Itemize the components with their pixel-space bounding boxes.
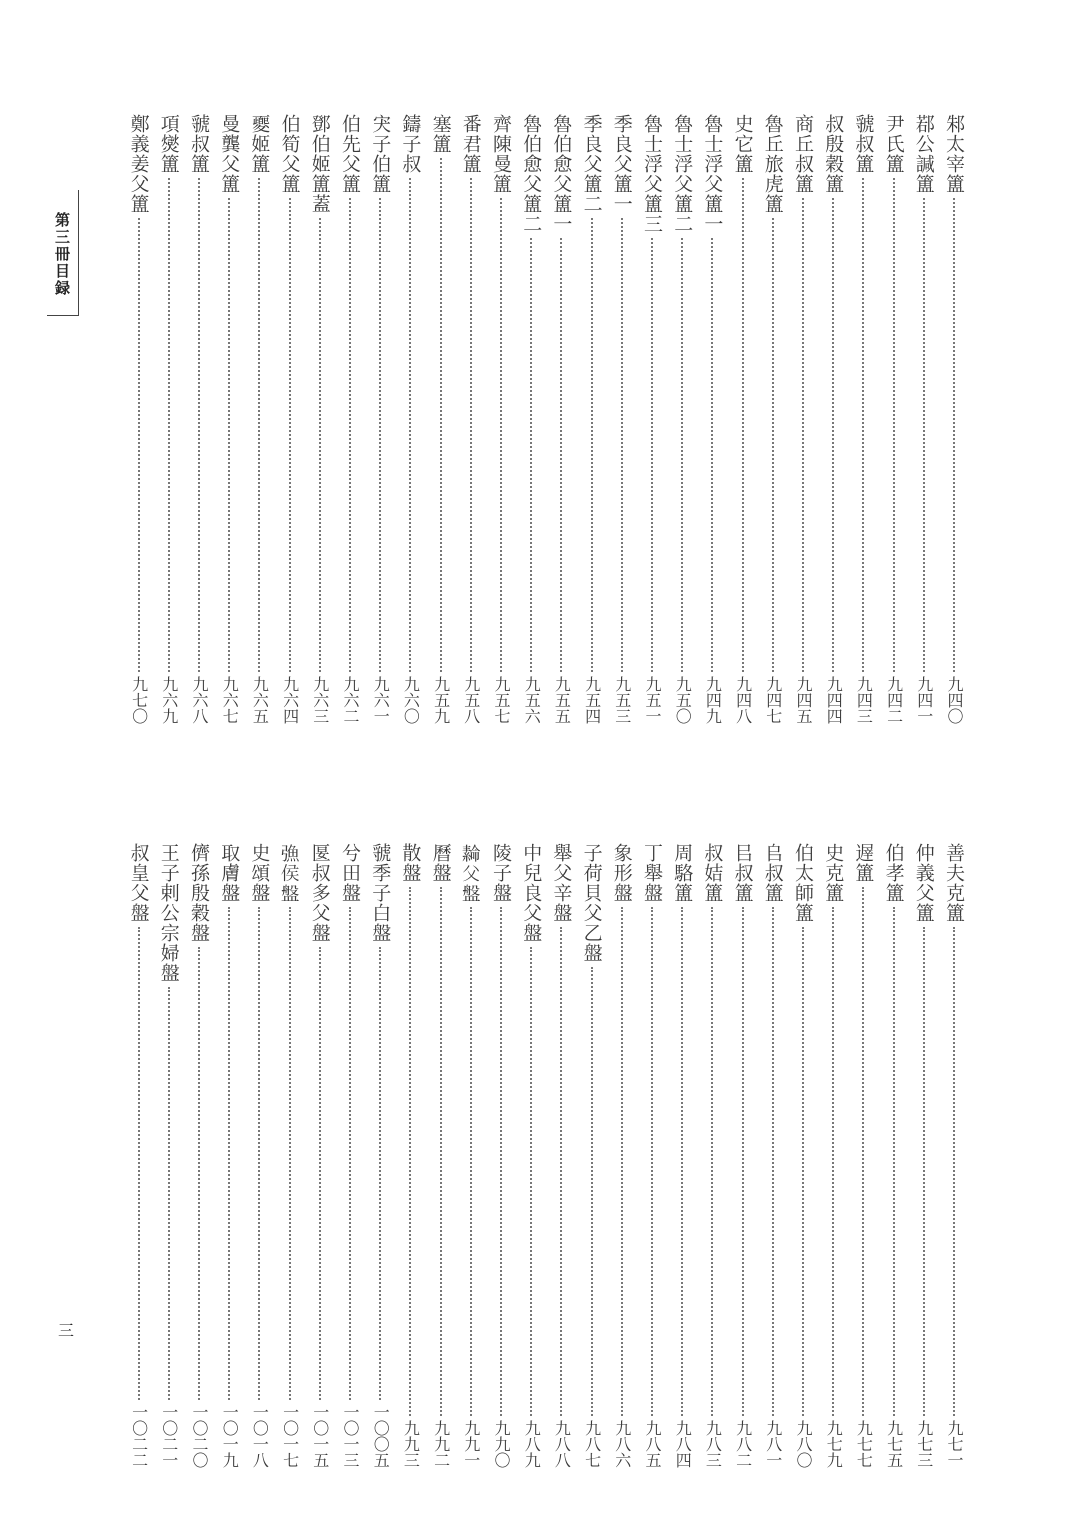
dot-leader [953,198,955,672]
entry-title: 夒姬簠 [248,114,271,174]
dot-leader [168,987,170,1400]
dot-leader [591,218,593,672]
entry-page: 九五一 [643,676,662,724]
dot-leader [621,218,623,672]
entry-page: 九六二 [341,676,360,724]
toc-entry [278,114,302,724]
toc-entry [640,114,664,724]
dot-leader [772,218,774,672]
toc-entry [731,114,755,724]
toc-entry [640,843,664,1468]
entry-page: 一〇一七 [280,1404,300,1468]
toc-block-bottom [126,843,966,1468]
dot-leader [440,158,442,672]
entry-title: 周駱簠 [671,843,694,903]
toc-entry [942,843,966,1468]
dot-leader [560,927,562,1416]
entry-page: 九五〇 [673,676,693,724]
entry-title: 虢季子白盤 [369,843,392,943]
toc-entry [368,843,392,1468]
entry-title: 魯伯愈父簠二 [520,114,543,234]
entry-page: 九八一 [763,1420,783,1468]
entry-page: 九四三 [854,676,874,724]
dot-leader [319,218,321,672]
entry-page: 九七一 [945,1420,964,1468]
dot-leader [198,178,200,672]
dot-leader [742,907,744,1416]
toc-entry [700,114,724,724]
entry-page: 一〇二二 [129,1404,149,1468]
entry-title: 虢叔簠 [852,114,875,174]
entry-title: 魯士浮父簠一 [701,114,724,234]
entry-page: 九四一 [914,676,934,724]
entry-title: 塞簠 [429,114,452,154]
dot-leader [228,198,230,672]
entry-page: 一〇一九 [220,1404,240,1468]
toc-entry [610,114,634,724]
entry-title: 象形盤 [610,843,633,903]
toc-entry [882,843,906,1468]
entry-page: 九四五 [794,676,813,724]
entry-page: 九八八 [552,1420,572,1468]
toc-entry [278,843,302,1468]
dot-leader [289,198,291,672]
toc-entry [429,114,453,724]
toc-entry [459,114,483,724]
entry-title: 鄧伯姬簠蓋 [308,114,331,214]
dot-leader [289,907,291,1400]
entry-page: 九五六 [522,676,542,724]
toc-entry [338,843,362,1468]
entry-title: 史克簠 [822,843,845,903]
entry-page: 九八四 [673,1420,693,1468]
entry-title: 虢叔簠 [188,114,210,174]
entry-page: 九六〇 [401,676,421,724]
toc-entry [429,843,453,1468]
dot-leader [621,907,623,1416]
entry-title: 子荷貝父乙盤 [580,843,603,963]
entry-page: 九七〇 [129,676,149,724]
entry-page: 九九二 [431,1420,451,1468]
dot-leader [500,907,502,1416]
toc-entry [942,114,966,724]
dot-leader [138,927,140,1400]
dot-leader [409,887,411,1416]
toc-entry [851,114,875,724]
entry-page: 九五四 [582,676,602,724]
dot-leader [258,907,260,1400]
dot-leader [349,907,351,1400]
toc-entry [247,843,271,1468]
entry-title: 曼龔父簠 [218,114,241,194]
entry-title: 舉父辛盤 [550,843,573,923]
toc-entry [217,114,241,724]
dot-leader [802,927,804,1416]
dot-leader [802,198,804,672]
toc-entry [187,114,211,724]
entry-page: 九九一 [461,1420,481,1468]
toc-entry [549,114,573,724]
entry-title: 王子剌公宗婦盤 [157,843,180,983]
entry-title: 項爕簠 [157,114,180,174]
toc-entry [791,843,815,1468]
entry-page: 九六三 [310,676,330,724]
entry-page: 九四四 [824,676,844,724]
entry-title: 齊陳曼簠 [490,114,512,194]
entry-page: 九九〇 [492,1420,511,1468]
entry-page: 九五七 [492,676,511,724]
dot-leader [681,238,683,672]
dot-leader [379,198,381,672]
toc-entry [610,843,634,1468]
entry-page: 一〇二〇 [190,1404,209,1468]
entry-title: 丁舉盤 [641,843,663,903]
toc-entry [821,114,845,724]
dot-leader [440,887,442,1416]
entry-page: 九八七 [582,1420,602,1468]
side-rule [78,190,79,315]
page-number: 三 [58,1321,75,1340]
toc-entry [308,114,332,724]
dot-leader [681,907,683,1416]
dot-leader [228,907,230,1400]
entry-title: 史頌盤 [248,843,271,903]
dot-leader [651,907,653,1416]
toc-entry [217,843,241,1468]
toc-entry [308,843,332,1468]
entry-title: 尹氏簠 [882,114,905,174]
dot-leader [168,178,170,672]
dot-leader [862,887,864,1416]
entry-page: 九四八 [733,676,753,724]
toc-entry [912,114,936,724]
dot-leader [379,947,381,1400]
entry-title: 季良父簠二 [580,114,603,214]
dot-leader [923,927,925,1416]
entry-page: 九八五 [643,1420,662,1468]
entry-title: 番君簠 [459,114,482,174]
toc-entry [489,843,513,1468]
entry-page: 九八二 [733,1420,753,1468]
dot-leader [591,967,593,1416]
entry-title: 兮田盤 [339,843,361,903]
dot-leader [742,178,744,672]
entry-page: 九八〇 [794,1420,813,1468]
volume-title: 第三冊目録 [53,212,71,297]
entry-title: 叔皇父盤 [127,843,150,923]
entry-title: 宊子伯簠 [369,114,392,194]
entry-title: 伯筍父簠 [278,114,301,194]
entry-page: 九六五 [250,676,270,724]
entry-title: 魯丘旅虎簠 [761,114,784,214]
entry-page: 九七九 [824,1420,844,1468]
entry-page: 九五八 [461,676,481,724]
toc-entry [731,843,755,1468]
entry-page: 一〇二一 [159,1404,179,1468]
entry-title: 𦅫父盤 [459,843,482,903]
entry-title: 季良父簠一 [610,114,633,214]
entry-title: 史它簠 [731,114,754,174]
entry-page: 九四九 [703,676,723,724]
dot-leader [832,907,834,1416]
entry-title: 𢐗侯盤 [278,843,301,903]
toc-block-top [126,114,966,724]
toc-entry [519,843,543,1468]
dot-leader [832,198,834,672]
entry-page: 一〇一五 [310,1404,330,1468]
dot-leader [409,178,411,672]
toc-entry [157,114,181,724]
entry-page: 一〇一三 [341,1404,360,1468]
entry-title: 伯孝簠 [882,843,905,903]
entry-title: 善夫克簠 [943,843,965,923]
entry-page: 九八三 [703,1420,723,1468]
dot-leader [349,198,351,672]
entry-page: 九五三 [612,676,632,724]
toc-entry [761,114,785,724]
dot-leader [953,927,955,1416]
toc-entry [700,843,724,1468]
toc-entry [398,843,422,1468]
toc-entry [157,843,181,1468]
toc-entry [127,114,151,724]
toc-entry [851,843,875,1468]
entry-page: 九四〇 [945,676,964,724]
dot-leader [319,947,321,1400]
toc-entry [247,114,271,724]
entry-page: 九七七 [854,1420,874,1468]
toc-entry [398,114,422,724]
toc-entry [549,843,573,1468]
entry-title: 鄀公諴簠 [912,114,935,194]
toc-entry [127,843,151,1468]
dot-leader [470,907,472,1416]
entry-page: 九四二 [884,676,904,724]
toc-entry [338,114,362,724]
entry-page: 九六九 [159,676,179,724]
entry-title: 商丘叔簠 [792,114,814,194]
dot-leader [258,178,260,672]
entry-title: 魯士浮父簠三 [641,114,663,234]
entry-title: 伯先父簠 [339,114,361,194]
dot-leader [198,947,200,1400]
entry-page: 九四七 [763,676,783,724]
entry-page: 一〇〇五 [371,1404,391,1468]
dot-leader [530,947,532,1416]
toc-entry [580,843,604,1468]
entry-title: 仲義父簠 [912,843,935,923]
entry-title: 魯伯愈父簠一 [550,114,573,234]
entry-page: 九六一 [371,676,391,724]
entry-title: 匽叔多父盤 [308,843,331,943]
toc-entry [821,843,845,1468]
toc-entry [882,114,906,724]
entry-title: 叔殷穀簠 [822,114,845,194]
toc-entry [459,843,483,1468]
entry-title: 㠯叔簠 [731,843,754,903]
entry-title: 𠂤叔簠 [761,843,784,903]
entry-title: 取膚盤 [218,843,241,903]
side-rule-bottom [47,315,79,316]
entry-title: 邾太宰簠 [943,114,965,194]
entry-page: 九八九 [522,1420,542,1468]
entry-page: 九五五 [552,676,572,724]
entry-page: 九六八 [190,676,209,724]
dot-leader [500,198,502,672]
entry-page: 九七五 [884,1420,904,1468]
entry-page: 一〇一八 [250,1404,270,1468]
toc-entry [368,114,392,724]
toc-entry [670,114,694,724]
entry-page: 九六四 [280,676,300,724]
toc-entry [580,114,604,724]
dot-leader [711,238,713,672]
dot-leader [772,907,774,1416]
toc-entry [912,843,936,1468]
dot-leader [530,238,532,672]
entry-title: 陵子盤 [490,843,512,903]
dot-leader [138,218,140,672]
dot-leader [893,178,895,672]
entry-page: 九五九 [431,676,451,724]
toc-entry [519,114,543,724]
entry-title: 散盤 [399,843,422,883]
entry-title: 叔姞簠 [701,843,724,903]
entry-title: 曆盤 [429,843,452,883]
entry-page: 九七三 [914,1420,934,1468]
toc-entry [670,843,694,1468]
entry-title: 鑄子叔 [399,114,422,174]
entry-title: 魯士浮父簠二 [671,114,694,234]
dot-leader [711,907,713,1416]
dot-leader [470,178,472,672]
toc-entry [791,114,815,724]
entry-page: 九六七 [220,676,240,724]
entry-page: 九八六 [612,1420,632,1468]
dot-leader [923,198,925,672]
toc-entry [489,114,513,724]
entry-title: 伯太師簠 [792,843,814,923]
dot-leader [651,238,653,672]
entry-title: 遟簠 [852,843,875,883]
entry-title: 儕孫殷穀盤 [188,843,210,943]
dot-leader [862,178,864,672]
dot-leader [560,238,562,672]
dot-leader [893,907,895,1416]
entry-title: 鄭義姜父簠 [127,114,150,214]
toc-entry [761,843,785,1468]
entry-title: 中兒良父盤 [520,843,543,943]
entry-page: 九九三 [401,1420,421,1468]
toc-entry [187,843,211,1468]
